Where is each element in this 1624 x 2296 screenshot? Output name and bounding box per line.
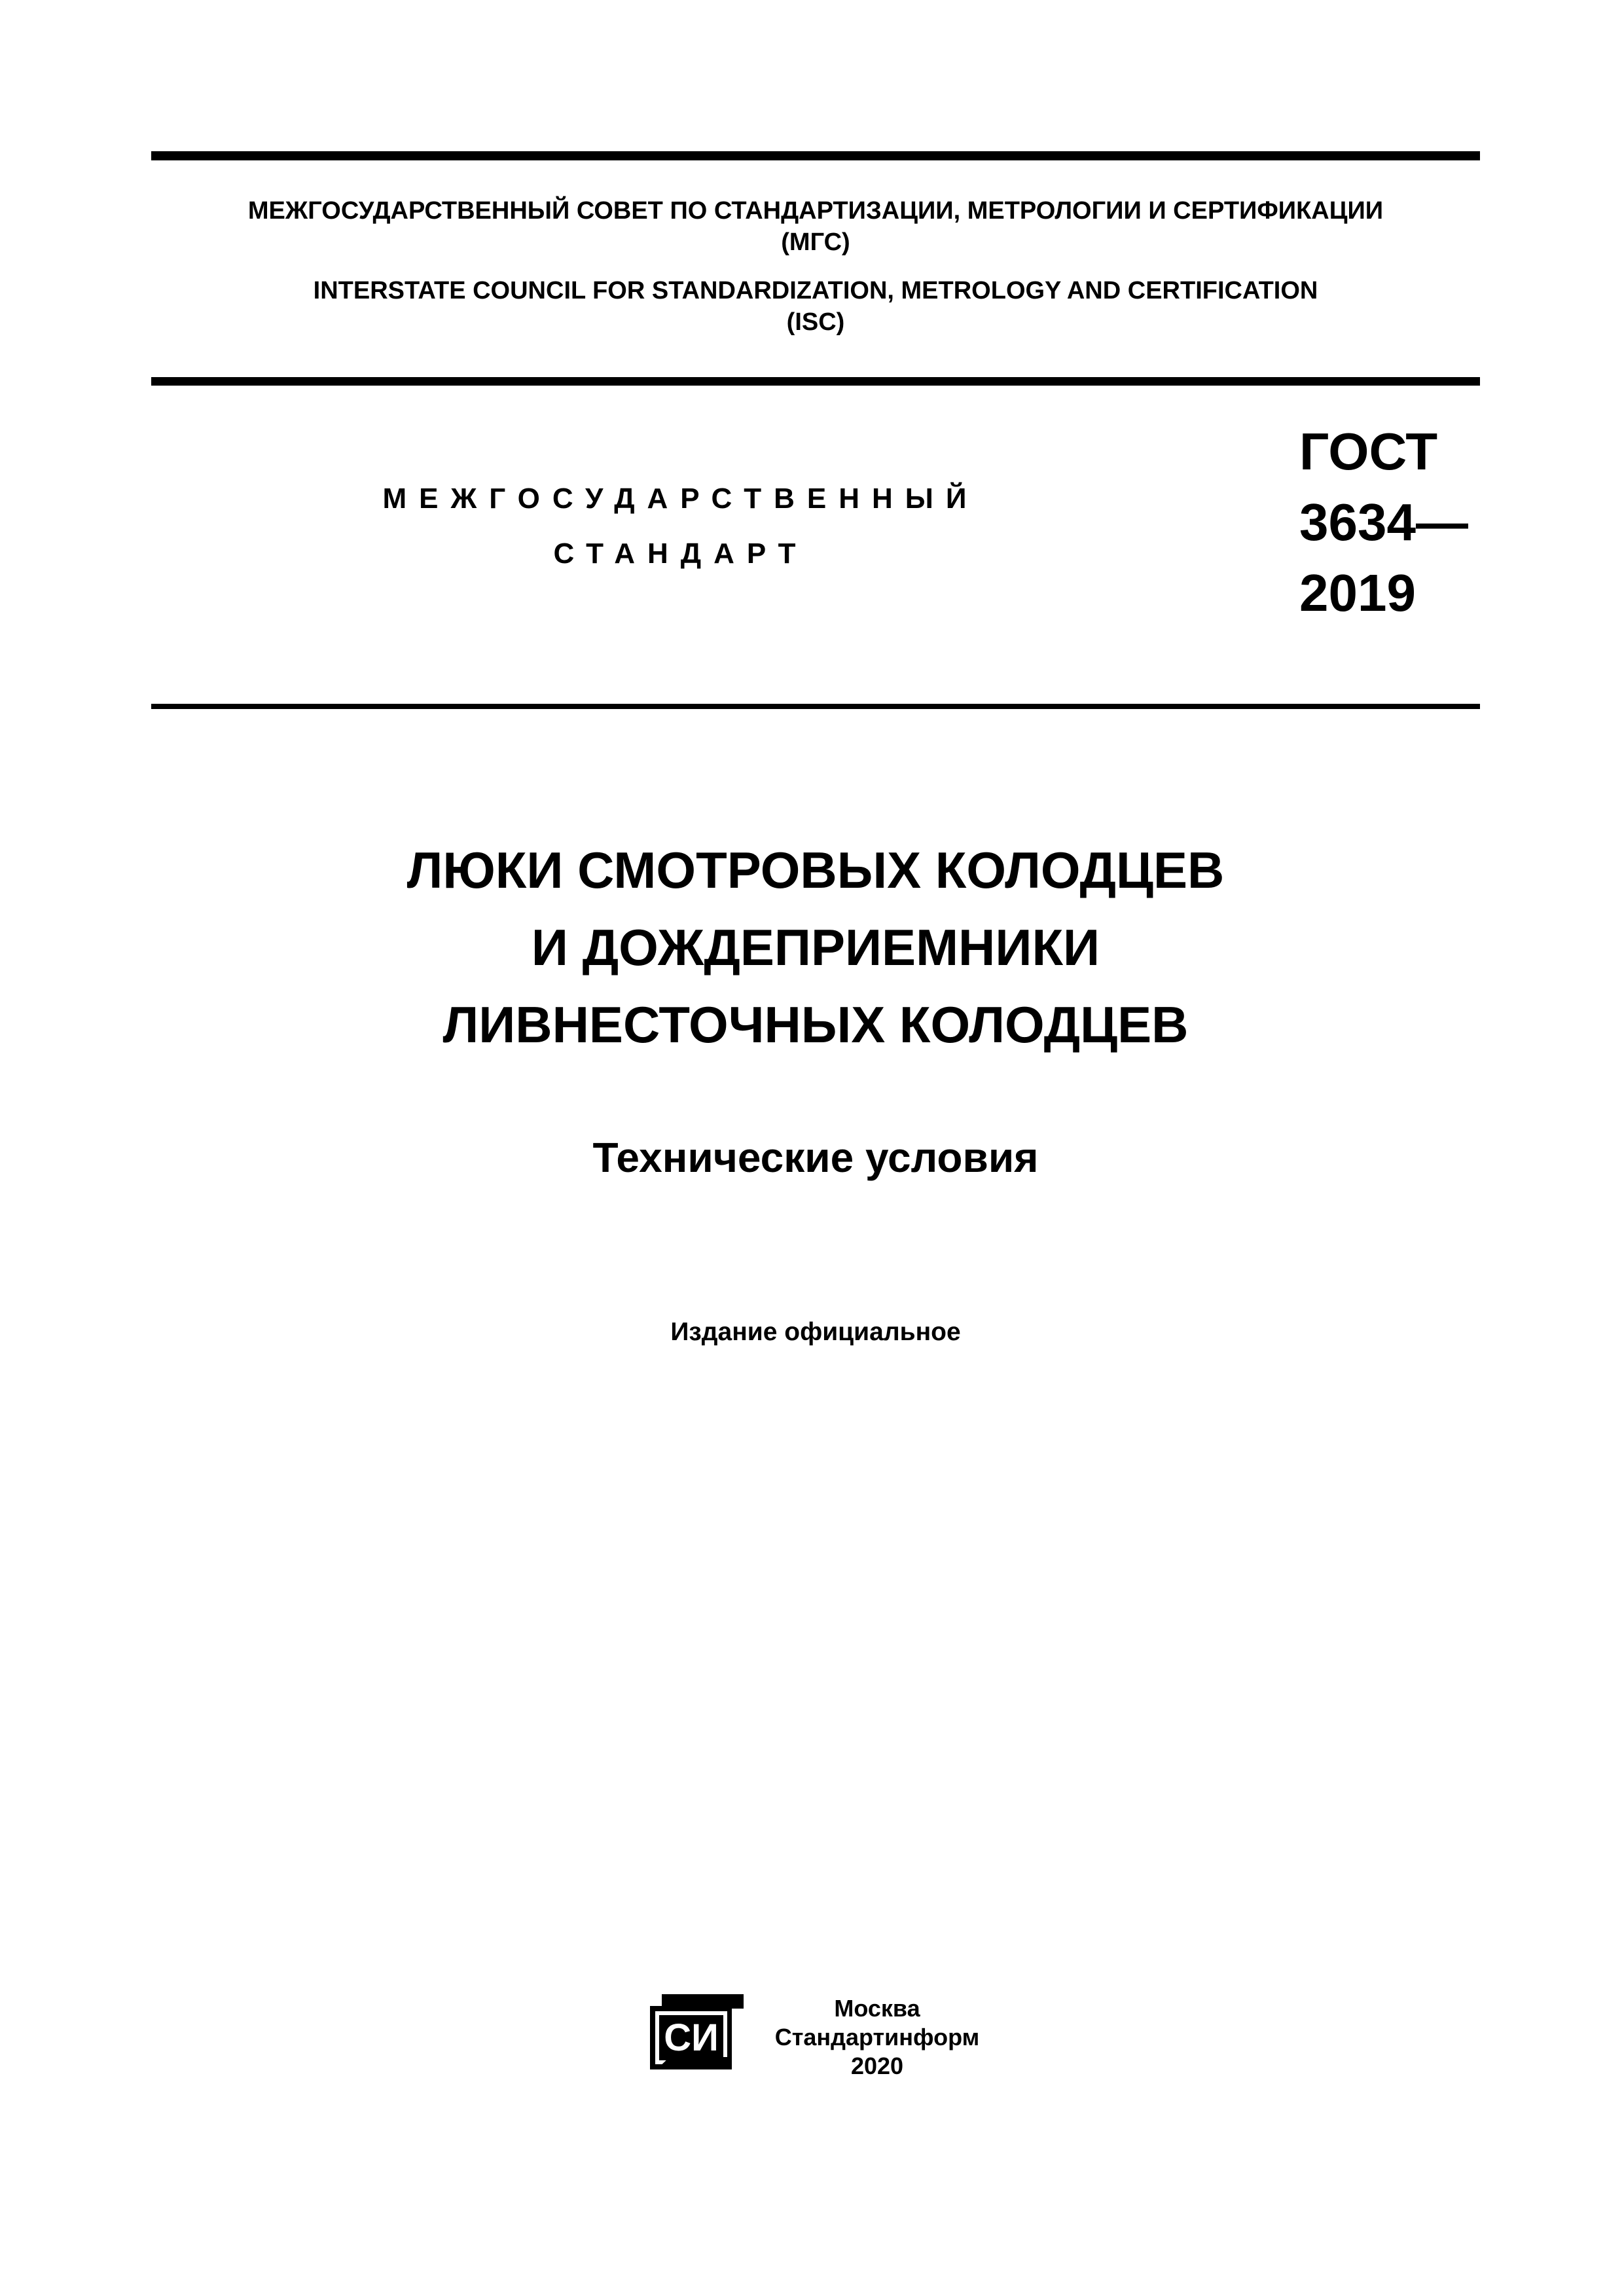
council-header [151, 195, 1480, 338]
top-rule [151, 151, 1480, 160]
standard-type-label [353, 471, 1008, 581]
council-ru-abbr: (МГС) [781, 228, 850, 256]
title-line1: ЛЮКИ СМОТРОВЫХ КОЛОДЦЕВ [406, 841, 1225, 899]
publisher-name: Стандартинформ [774, 2024, 980, 2050]
gost-number: 3634— [1299, 493, 1468, 551]
edition-note: Издание официальное [670, 1318, 961, 1346]
lower-rule [151, 704, 1480, 709]
gost-prefix: ГОСТ [1299, 422, 1438, 481]
standartinform-logo-icon [650, 1994, 744, 2069]
gost-year: 2019 [1299, 564, 1416, 622]
standard-type-line2: СТАНДАРТ [553, 538, 808, 570]
document-subtitle: Технические условия [592, 1134, 1039, 1181]
logo-letters: СИ [664, 2016, 719, 2059]
middle-rule [151, 377, 1480, 386]
council-en-name: INTERSTATE COUNCIL FOR STANDARDIZATION, METROLOGY AND CERTIFICATION [313, 277, 1318, 304]
publisher-year: 2020 [850, 2052, 904, 2079]
council-en-abbr: (ISC) [786, 308, 845, 336]
document-title [151, 831, 1480, 1063]
title-line2: И ДОЖДЕПРИЕМНИКИ [531, 919, 1100, 976]
gost-designation [1299, 416, 1468, 629]
standard-type-line1: МЕЖГОСУДАРСТВЕННЫЙ [382, 483, 979, 515]
title-line3: ЛИВНЕСТОЧНЫХ КОЛОДЦЕВ [442, 996, 1189, 1053]
publisher-city: Москва [834, 1995, 920, 2022]
council-ru-name: МЕЖГОСУДАРСТВЕННЫЙ СОВЕТ ПО СТАНДАРТИЗАЦИИ, МЕТРОЛОГИИ И СЕРТИФИКАЦИИ [247, 197, 1384, 225]
publisher-block [746, 1994, 1008, 2081]
